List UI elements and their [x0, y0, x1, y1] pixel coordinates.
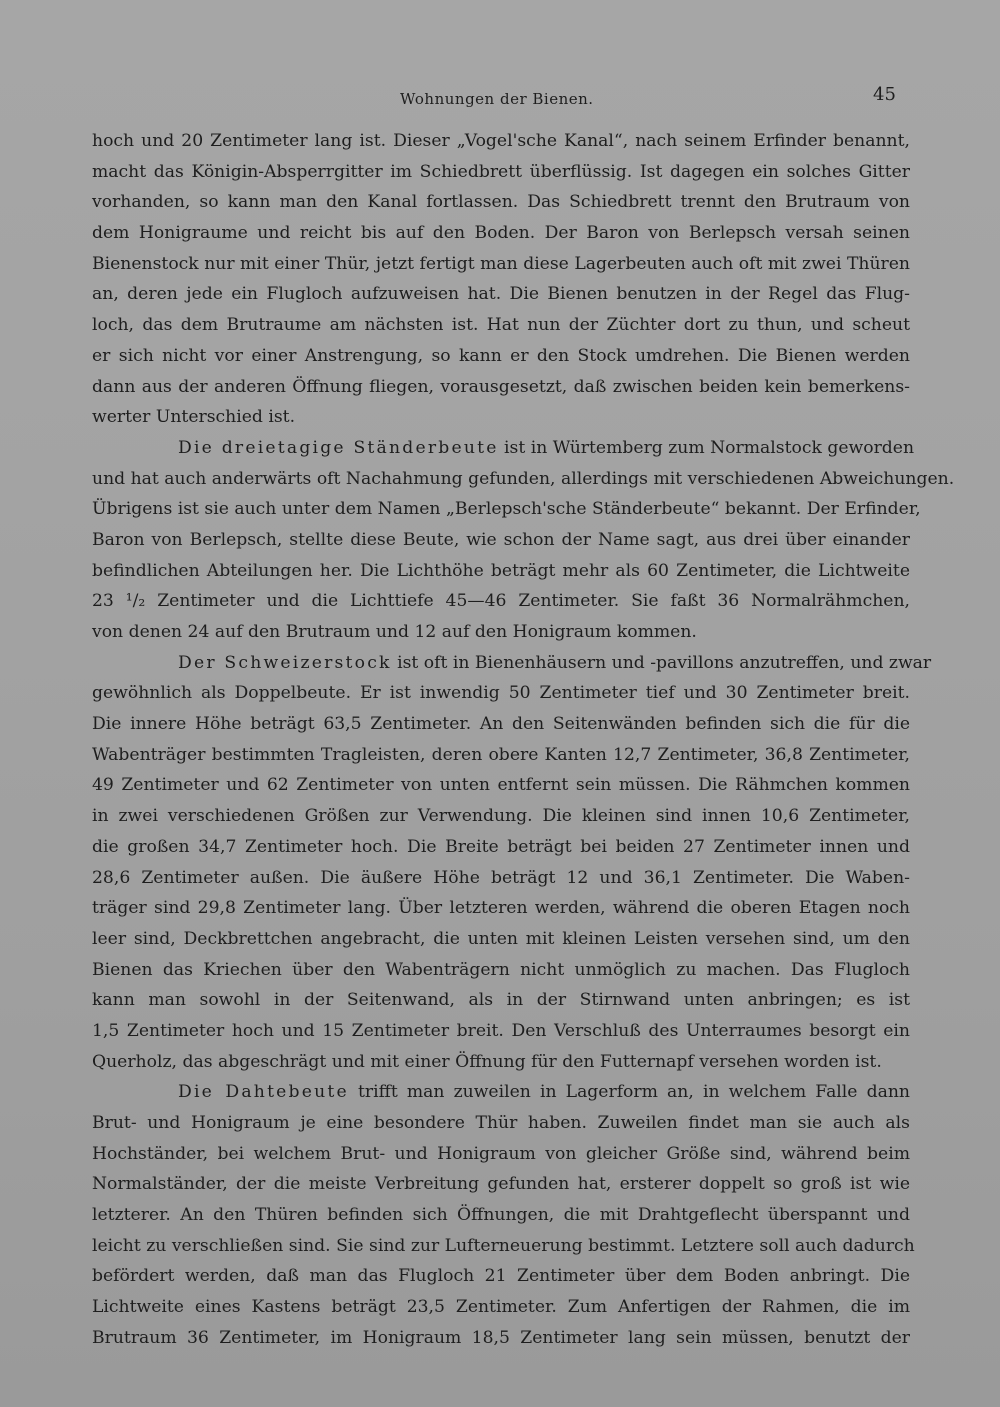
text-line: Baron von Berlepsch, stellte diese Beute, wie schon der Name sagt, aus drei über einander	[92, 529, 910, 550]
text-line: 28,6 Zentimeter außen. Die äußere Höhe beträgt 12 und 36,1 Zentimeter. Die Waben-	[92, 867, 910, 888]
paragraph-2	[92, 433, 955, 648]
text-line: dem Honigraume und reicht bis auf den Boden. Der Baron von Berlepsch versah seinen	[92, 223, 910, 244]
text-line: die großen 34,7 Zentimeter hoch. Die Breite beträgt bei beiden 27 Zentimeter innen und	[92, 836, 910, 857]
text-line: Bienen das Kriechen über den Wabenträgern nicht unmöglich zu machen. Das Flugloch	[92, 959, 910, 980]
spaced-term: Die Dahtebeute	[178, 1082, 349, 1103]
text-line: Brutraum 36 Zentimeter, im Honigraum 18,5 Zentimeter lang sein müssen, benutzt der	[92, 1327, 910, 1348]
text-line: in zwei verschiedenen Größen zur Verwendung. Die kleinen sind innen 10,6 Zentimeter,	[92, 806, 910, 827]
text-line: dann aus der anderen Öffnung fliegen, vorausgesetzt, daß zwischen beiden kein bemerkens-	[92, 376, 910, 397]
text-line: kann man sowohl in der Seitenwand, als in der Stirnwand unten anbringen; es ist	[92, 990, 910, 1011]
spaced-term: Der Schweizerstock	[178, 652, 392, 673]
text-line: 23 ¹/₂ Zentimeter und die Lichttiefe 45—46 Zentimeter. Sie faßt 36 Normalrähmchen,	[92, 591, 910, 612]
text-line: Normalständer, der die meiste Verbreitung gefunden hat, ersterer doppelt so groß ist wie	[92, 1174, 910, 1195]
text-line: Bienenstock nur mit einer Thür, jetzt fertigt man diese Lagerbeuten auch oft mit zwei Thüren	[92, 253, 910, 274]
text-line: träger sind 29,8 Zentimeter lang. Über letzteren werden, während die oberen Etagen noch	[92, 898, 910, 919]
page-number: 45	[873, 84, 896, 105]
text-line: Die innere Höhe beträgt 63,5 Zentimeter. An den Seitenwänden befinden sich die für die	[92, 714, 910, 735]
text-line: leer sind, Deckbrettchen angebracht, die unten mit kleinen Leisten versehen sind, um den	[92, 928, 910, 949]
running-title: Wohnungen der Bienen.	[400, 90, 594, 108]
text-line: Übrigens ist sie auch unter dem Namen „Berlepsch'sche Ständerbeute“ bekannt. Der Erfinder,	[92, 499, 921, 520]
text-line: Brut- und Honigraum je eine besondere Thür haben. Zuweilen findet man sie auch als	[92, 1113, 910, 1133]
spaced-term: Die dreietagige Ständerbeute	[178, 437, 499, 458]
text-line: 49 Zentimeter und 62 Zentimeter von unten entfernt sein müssen. Die Rähmchen kommen	[92, 775, 910, 796]
text-line: hoch und 20 Zentimeter lang ist. Dieser „Vogel'sche Kanal“, nach seinem Erfinder benannt,	[92, 131, 910, 151]
page-header	[0, 84, 1000, 114]
text-line: Wabenträger bestimmten Tragleisten, deren obere Kanten 12,7 Zentimeter, 36,8 Zentimeter,	[92, 744, 910, 765]
first-line-text: ist in Würtemberg zum Normalstock geworden	[498, 437, 915, 458]
text-line: befindlichen Abteilungen her. Die Lichthöhe beträgt mehr als 60 Zentimeter, die Lichtweite	[92, 560, 910, 581]
body-text	[92, 126, 955, 1354]
paragraph-first-line	[92, 1077, 910, 1108]
paragraph-4	[92, 1077, 915, 1353]
paragraph-first-line	[92, 648, 932, 679]
text-line: loch, das dem Brutraume am nächsten ist. Hat nun der Züchter dort zu thun, und scheut	[92, 315, 910, 336]
text-line: Hochständer, bei welchem Brut- und Honigraum von gleicher Größe sind, während beim	[92, 1143, 910, 1164]
text-line: gewöhnlich als Doppelbeute. Er ist inwendig 50 Zentimeter tief und 30 Zentimeter breit.	[92, 683, 910, 704]
first-line-text: ist oft in Bienenhäusern und -pavillons anzutreffen, und zwar	[391, 652, 932, 673]
text-line: von denen 24 auf den Brutraum und 12 auf den Honigraum kommen.	[92, 622, 697, 642]
text-line: macht das Königin-Absperrgitter im Schiedbrett überflüssig. Ist dagegen ein solches Gitter	[92, 161, 910, 182]
paragraph-first-line	[92, 433, 915, 464]
text-line: werter Unterschied ist.	[92, 407, 296, 428]
text-line: er sich nicht vor einer Anstrengung, so kann er den Stock umdrehen. Die Bienen werden	[92, 345, 910, 366]
text-line: 1,5 Zentimeter hoch und 15 Zentimeter breit. Den Verschluß des Unterraumes besorgt ein	[92, 1020, 910, 1041]
text-line: an, deren jede ein Flugloch aufzuweisen hat. Die Bienen benutzen in der Regel das Flug-	[92, 284, 910, 305]
text-line: befördert werden, daß man das Flugloch 21 Zentimeter über dem Boden anbringt. Die	[92, 1266, 910, 1287]
text-line: vorhanden, so kann man den Kanal fortlassen. Das Schiedbrett trennt den Brutraum von	[92, 192, 910, 213]
paragraph-1	[92, 126, 910, 433]
text-line: und hat auch anderwärts oft Nachahmung gefunden, allerdings mit verschiedenen Abweichungen.	[92, 468, 955, 489]
first-line-text: trifft man zuweilen in Lagerform an, in welchem Falle dann	[348, 1082, 910, 1103]
paragraph-3	[92, 648, 932, 1078]
text-line: letzterer. An den Thüren befinden sich Öffnungen, die mit Drahtgeflecht überspannt und	[92, 1205, 910, 1226]
text-line: Querholz, das abgeschrägt und mit einer Öffnung für den Futternapf versehen worden ist.	[92, 1051, 882, 1072]
text-line: leicht zu verschließen sind. Sie sind zur Lufterneuerung bestimmt. Letztere soll auch dadurch	[92, 1235, 915, 1256]
text-line: Lichtweite eines Kastens beträgt 23,5 Zentimeter. Zum Anfertigen der Rahmen, die im	[92, 1297, 910, 1318]
